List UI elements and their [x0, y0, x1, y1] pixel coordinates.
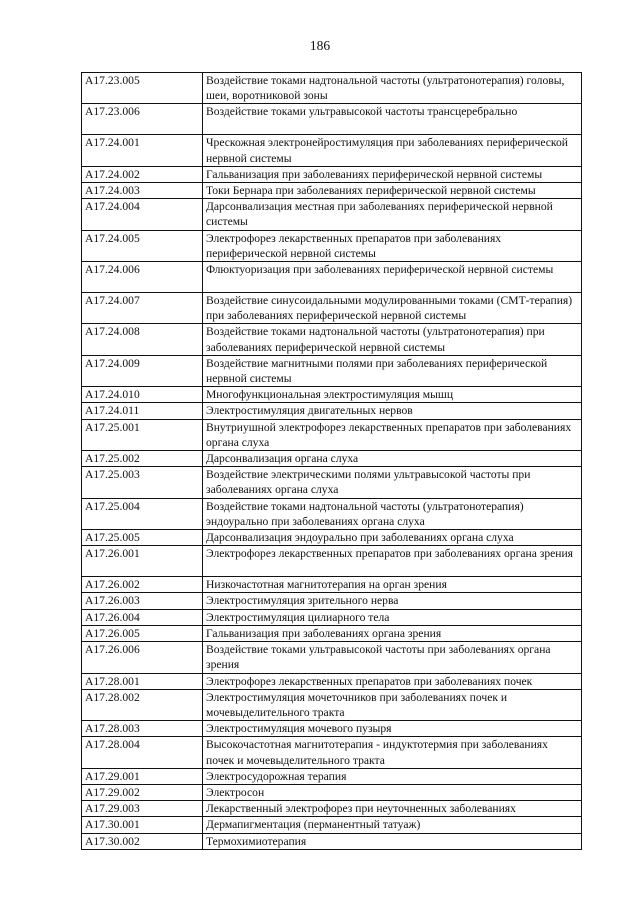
- procedure-name: Электростимуляция двигательных нервов: [203, 403, 582, 419]
- procedure-name: Воздействие токами надтональной частоты (ультратонотерапия) при заболеваниях периферической нервной системы: [203, 324, 582, 355]
- procedure-name: Лекарственный электрофорез при неуточненных заболеваниях: [203, 801, 582, 817]
- table-row: [82, 833, 582, 849]
- procedure-name: Воздействие токами надтональной частоты (ультратонотерапия) головы, шеи, воротниковой зоны: [203, 73, 582, 104]
- procedure-name: Чрескожная электронейростимуляция при заболеваниях периферической нервной системы: [203, 135, 582, 166]
- table-row: [82, 419, 582, 450]
- procedure-name: Электрофорез лекарственных препаратов при заболеваниях периферической нервной системы: [203, 230, 582, 261]
- procedure-name: Воздействие синусоидальными модулированными токами (СМТ-терапия) при заболеваниях периферической нервной системы: [203, 293, 582, 324]
- procedure-name: Дермапигментация (перманентный татуаж): [203, 817, 582, 833]
- procedure-code: A17.28.004: [82, 737, 203, 768]
- procedure-name: Воздействие токами ультравысокой частоты при заболеваниях органа зрения: [203, 642, 582, 673]
- procedure-code: A17.25.001: [82, 419, 203, 450]
- procedure-name: Дарсонвализация эндоурально при заболеваниях органа слуха: [203, 530, 582, 546]
- table-row: [82, 183, 582, 199]
- procedure-code: A17.24.002: [82, 166, 203, 182]
- procedure-code: A17.24.009: [82, 355, 203, 386]
- table-row: [82, 642, 582, 673]
- procedure-name: Электростимуляция мочеточников при заболеваниях почек и мочевыделительного тракта: [203, 689, 582, 720]
- procedure-name: Электросудорожная терапия: [203, 768, 582, 784]
- procedure-name: Многофункциональная электростимуляция мышц: [203, 387, 582, 403]
- procedure-name: Электростимуляция мочевого пузыря: [203, 721, 582, 737]
- table-row: [82, 230, 582, 261]
- table-row: [82, 293, 582, 324]
- procedure-name: Электрофорез лекарственных препаратов при заболеваниях почек: [203, 673, 582, 689]
- procedure-code: A17.24.007: [82, 293, 203, 324]
- table-row: [82, 689, 582, 720]
- table-row: [82, 73, 582, 104]
- table-row: [82, 403, 582, 419]
- procedure-code: A17.26.002: [82, 577, 203, 593]
- procedure-code: A17.26.001: [82, 546, 203, 577]
- table-row: [82, 784, 582, 800]
- table-row: [82, 768, 582, 784]
- procedure-code: A17.28.001: [82, 673, 203, 689]
- procedure-code: A17.26.005: [82, 625, 203, 641]
- procedure-code: A17.24.001: [82, 135, 203, 166]
- table-row: [82, 721, 582, 737]
- table-row: [82, 104, 582, 135]
- procedure-code: A17.24.005: [82, 230, 203, 261]
- procedure-name: Термохимиотерапия: [203, 833, 582, 849]
- table-row: [82, 355, 582, 386]
- table-row: [82, 577, 582, 593]
- procedure-name: Высокочастотная магнитотерапия - индуктотермия при заболеваниях почек и мочевыделительного тракта: [203, 737, 582, 768]
- procedure-code: A17.25.005: [82, 530, 203, 546]
- procedure-name: Электростимуляция зрительного нерва: [203, 593, 582, 609]
- procedure-code: A17.24.006: [82, 262, 203, 293]
- procedure-name: Электростимуляция цилиарного тела: [203, 609, 582, 625]
- procedure-name: Гальванизация при заболеваниях периферической нервной системы: [203, 166, 582, 182]
- procedure-code: A17.24.010: [82, 387, 203, 403]
- table-row: [82, 673, 582, 689]
- procedure-name: Воздействие токами надтональной частоты (ультратонотерапия) эндоурально при заболеваниях органа слуха: [203, 498, 582, 529]
- procedure-name: Воздействие электрическими полями ультравысокой частоты при заболеваниях органа слуха: [203, 467, 582, 498]
- table-row: [82, 737, 582, 768]
- procedure-name: Флюктуоризация при заболеваниях периферической нервной системы: [203, 262, 582, 293]
- procedure-code: A17.24.008: [82, 324, 203, 355]
- procedure-code: A17.24.003: [82, 183, 203, 199]
- page-number: 186: [309, 38, 331, 53]
- procedure-name: Электрофорез лекарственных препаратов при заболеваниях органа зрения: [203, 546, 582, 577]
- procedures-table: [81, 72, 582, 850]
- table-row: [82, 593, 582, 609]
- procedure-code: A17.24.011: [82, 403, 203, 419]
- table-row: [82, 625, 582, 641]
- procedure-name: Внутриушной электрофорез лекарственных препаратов при заболеваниях органа слуха: [203, 419, 582, 450]
- table-row: [82, 451, 582, 467]
- table-row: [82, 609, 582, 625]
- procedure-name: Дарсонвализация органа слуха: [203, 451, 582, 467]
- procedure-name: Воздействие магнитными полями при заболеваниях периферической нервной системы: [203, 355, 582, 386]
- procedure-code: A17.30.002: [82, 833, 203, 849]
- procedure-code: A17.25.004: [82, 498, 203, 529]
- procedure-code: A17.28.002: [82, 689, 203, 720]
- table-row: [82, 498, 582, 529]
- procedure-name: Низкочастотная магнитотерапия на орган зрения: [203, 577, 582, 593]
- procedure-name: Воздействие токами ультравысокой частоты трансцеребрально: [203, 104, 582, 135]
- procedure-code: A17.26.003: [82, 593, 203, 609]
- procedure-code: A17.25.003: [82, 467, 203, 498]
- procedure-code: A17.25.002: [82, 451, 203, 467]
- table-row: [82, 199, 582, 230]
- table-row: [82, 817, 582, 833]
- procedure-code: A17.23.006: [82, 104, 203, 135]
- procedure-name: Гальванизация при заболеваниях органа зрения: [203, 625, 582, 641]
- procedure-code: A17.26.004: [82, 609, 203, 625]
- table-row: [82, 387, 582, 403]
- table-row: [82, 801, 582, 817]
- procedure-code: A17.23.005: [82, 73, 203, 104]
- table-row: [82, 135, 582, 166]
- table-row: [82, 530, 582, 546]
- procedures-table-body: [82, 73, 582, 850]
- procedure-code: A17.30.001: [82, 817, 203, 833]
- procedure-name: Электросон: [203, 784, 582, 800]
- procedure-code: A17.29.002: [82, 784, 203, 800]
- table-row: [82, 166, 582, 182]
- procedure-name: Дарсонвализация местная при заболеваниях периферической нервной системы: [203, 199, 582, 230]
- procedure-name: Токи Бернара при заболеваниях периферической нервной системы: [203, 183, 582, 199]
- table-row: [82, 262, 582, 293]
- procedure-code: A17.29.003: [82, 801, 203, 817]
- procedure-code: A17.28.003: [82, 721, 203, 737]
- procedure-code: A17.29.001: [82, 768, 203, 784]
- procedure-code: A17.24.004: [82, 199, 203, 230]
- table-row: [82, 324, 582, 355]
- procedure-code: A17.26.006: [82, 642, 203, 673]
- table-row: [82, 546, 582, 577]
- table-row: [82, 467, 582, 498]
